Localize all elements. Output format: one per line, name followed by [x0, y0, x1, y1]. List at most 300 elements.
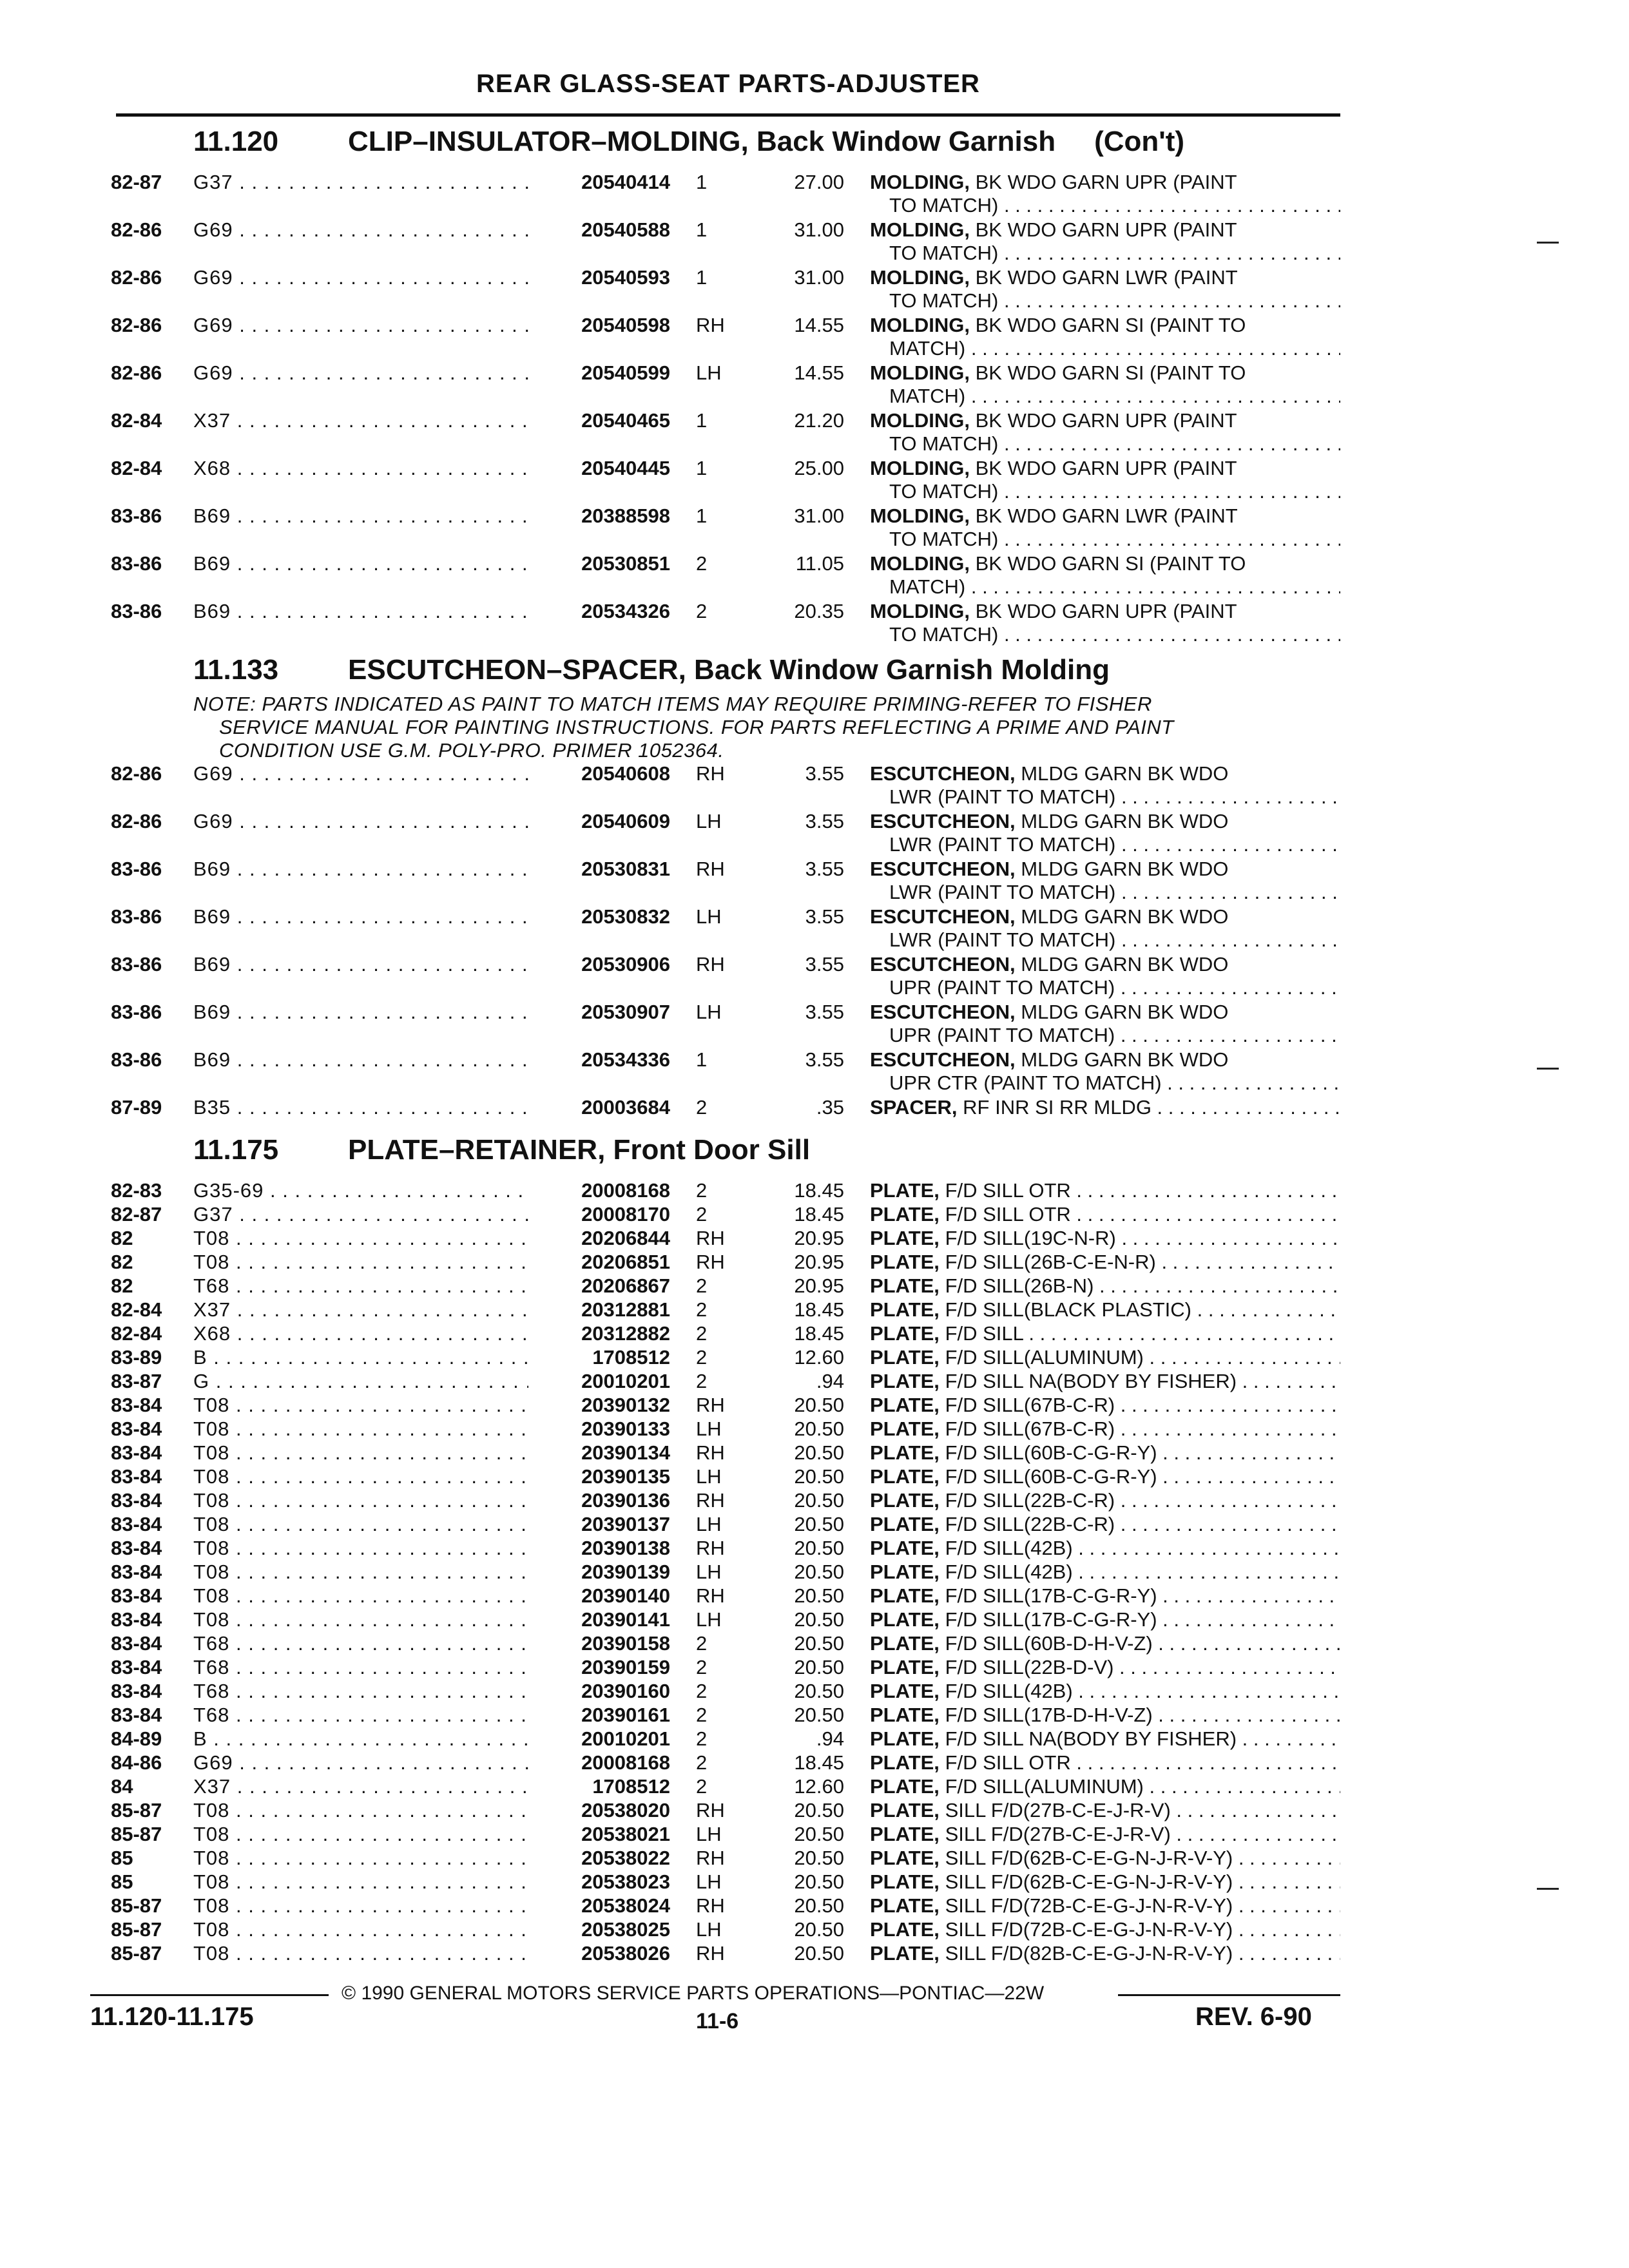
description-text: F/D SILL(42B) [945, 1680, 1073, 1702]
part-number-cell: 20538026 [581, 1942, 670, 1965]
table-row [0, 1394, 1629, 1418]
model-cell: G69 . . . [193, 361, 528, 385]
part-number-cell: 20530851 [581, 552, 670, 575]
price-cell: 20.50 [794, 1918, 844, 1941]
model-cell: X68 . . . [193, 1322, 528, 1345]
price-cell: 20.50 [794, 1537, 844, 1559]
part-number-cell: 20538020 [581, 1799, 670, 1821]
price-cell: 14.55 [794, 314, 844, 336]
description-name: PLATE, [870, 1727, 940, 1750]
description-continuation: LWR (PAINT TO MATCH) . . . [889, 881, 1340, 904]
model-cell: G37 . . . [193, 171, 528, 194]
description-name: PLATE, [870, 1441, 940, 1464]
model-cell: T08 . . . [193, 1441, 528, 1465]
description-text: RF INR SI RR MLDG [963, 1096, 1152, 1119]
description-cell [870, 1704, 1340, 1727]
table-row [0, 171, 1629, 218]
price-cell: 18.45 [794, 1203, 844, 1225]
section-continued-label: (Con't) [1094, 126, 1185, 157]
description-cell [870, 1096, 1340, 1119]
model-cell: T08 . . . [193, 1227, 528, 1250]
description-cell [870, 1608, 1340, 1631]
quantity-cell: LH [696, 905, 722, 928]
model-cell: T08 . . . [193, 1847, 528, 1870]
table-row [0, 1274, 1629, 1298]
description-cell [870, 1561, 1340, 1584]
table-row [0, 600, 1629, 648]
description-cell [870, 266, 1340, 289]
description-cell [870, 1656, 1340, 1679]
description-name: PLATE, [870, 1918, 940, 1941]
model-cell: T08 . . . [193, 1561, 528, 1584]
model-cell: G35-69 . . . [193, 1179, 528, 1202]
description-cell [870, 1513, 1340, 1536]
years-cell: 83-84 [111, 1394, 162, 1416]
years-cell: 82-84 [111, 1298, 162, 1321]
model-cell: G69 . . . [193, 266, 528, 289]
years-cell: 83-84 [111, 1704, 162, 1726]
model-cell: T08 . . . [193, 1870, 528, 1894]
price-cell: 12.60 [794, 1346, 844, 1369]
part-number-cell: 20003684 [581, 1096, 670, 1119]
price-cell: 20.50 [794, 1656, 844, 1678]
description-text: MLDG GARN BK WDO [1021, 810, 1229, 832]
description-cell [870, 552, 1340, 575]
years-cell: 83-84 [111, 1441, 162, 1464]
description-cell [870, 1751, 1340, 1774]
part-number-cell: 20390139 [581, 1561, 670, 1583]
description-name: PLATE, [870, 1680, 940, 1702]
note-line: SERVICE MANUAL FOR PAINTING INSTRUCTIONS. FOR PARTS REFLECTING A PRIME AND PAINT [219, 716, 1174, 738]
quantity-cell: RH [696, 1894, 725, 1917]
table-row [0, 1251, 1629, 1274]
description-cell [870, 1823, 1340, 1846]
description-text: BK WDO GARN UPR (PAINT [975, 457, 1237, 479]
description-name: ESCUTCHEON, [870, 858, 1016, 880]
description-text: SILL F/D(72B-C-E-G-J-N-R-V-Y) [945, 1918, 1233, 1941]
section-title: ESCUTCHEON–SPACER, Back Window Garnish Molding [348, 654, 1110, 686]
table-row [0, 1418, 1629, 1441]
table-row [0, 905, 1629, 953]
description-cell [870, 457, 1340, 480]
years-cell: 83-84 [111, 1418, 162, 1440]
description-name: PLATE, [870, 1251, 940, 1273]
years-cell: 82-87 [111, 171, 162, 193]
description-name: MOLDING, [870, 314, 970, 336]
model-cell: T08 . . . [193, 1894, 528, 1917]
table-row [0, 1584, 1629, 1608]
price-cell: 25.00 [794, 457, 844, 479]
description-cell [870, 505, 1340, 528]
description-cell [870, 1274, 1340, 1298]
description-text: SILL F/D(82B-C-E-G-J-N-R-V-Y) [945, 1942, 1233, 1965]
part-number-cell: 20390138 [581, 1537, 670, 1559]
description-cell [870, 171, 1340, 194]
description-name: PLATE, [870, 1274, 940, 1297]
description-name: PLATE, [870, 1418, 940, 1440]
quantity-cell: 2 [696, 1274, 708, 1297]
years-cell: 83-86 [111, 505, 162, 527]
description-cell [870, 361, 1340, 385]
years-cell: 82-86 [111, 361, 162, 384]
price-cell: 3.55 [805, 762, 844, 785]
price-cell: 20.50 [794, 1394, 844, 1416]
years-cell: 82-86 [111, 314, 162, 336]
price-cell: 3.55 [805, 1001, 844, 1023]
price-cell: 20.50 [794, 1870, 844, 1893]
note-line: NOTE: PARTS INDICATED AS PAINT TO MATCH ITEMS MAY REQUIRE PRIMING-REFER TO FISHER [193, 693, 1152, 715]
part-number-cell: 20538023 [581, 1870, 670, 1893]
part-number-cell: 20390140 [581, 1584, 670, 1607]
description-cell [870, 1680, 1340, 1703]
years-cell: 82-84 [111, 457, 162, 479]
quantity-cell: 1 [696, 266, 708, 289]
part-number-cell: 20390133 [581, 1418, 670, 1440]
quantity-cell: 2 [696, 1751, 708, 1774]
description-cell [870, 1048, 1340, 1072]
price-cell: 18.45 [794, 1179, 844, 1202]
part-number-cell: 1708512 [592, 1346, 670, 1369]
description-text: BK WDO GARN SI (PAINT TO [975, 361, 1246, 384]
quantity-cell: RH [696, 314, 725, 336]
description-text: F/D SILL(17B-C-G-R-Y) [945, 1608, 1157, 1631]
quantity-cell: 1 [696, 171, 708, 193]
model-cell: T68 . . . [193, 1274, 528, 1298]
quantity-cell: 2 [696, 1203, 708, 1225]
description-cell [870, 1322, 1340, 1345]
years-cell: 83-84 [111, 1489, 162, 1512]
description-name: PLATE, [870, 1608, 940, 1631]
description-cell [870, 1727, 1340, 1751]
table-row [0, 1298, 1629, 1322]
years-cell: 82 [111, 1227, 133, 1249]
table-row [0, 1537, 1629, 1561]
years-cell: 85 [111, 1847, 133, 1869]
part-number-cell: 20540445 [581, 457, 670, 479]
quantity-cell: LH [696, 1608, 722, 1631]
years-cell: 83-84 [111, 1608, 162, 1631]
description-name: ESCUTCHEON, [870, 905, 1016, 928]
model-cell: B69 . . . [193, 1001, 528, 1024]
footer-rule [1118, 1994, 1340, 1996]
part-number-cell: 20540609 [581, 810, 670, 832]
table-row [0, 1847, 1629, 1870]
price-cell: .94 [816, 1727, 844, 1750]
years-cell: 85-87 [111, 1894, 162, 1917]
quantity-cell: 2 [696, 1680, 708, 1702]
years-cell: 83-86 [111, 600, 162, 622]
table-row [0, 1656, 1629, 1680]
years-cell: 82-84 [111, 1322, 162, 1345]
description-cell [870, 218, 1340, 242]
table-row [0, 552, 1629, 600]
quantity-cell: 2 [696, 552, 708, 575]
footer-page-number: 11-6 [696, 2009, 739, 2033]
description-text: MLDG GARN BK WDO [1021, 1048, 1229, 1071]
table-row [0, 1870, 1629, 1894]
part-number-cell: 20390161 [581, 1704, 670, 1726]
description-text: SILL F/D(27B-C-E-J-R-V) [945, 1799, 1171, 1821]
part-number-cell: 1708512 [592, 1775, 670, 1798]
description-cell [870, 1298, 1340, 1321]
quantity-cell: 2 [696, 1656, 708, 1678]
model-cell: X37 . . . [193, 1298, 528, 1321]
quantity-cell: 1 [696, 218, 708, 241]
description-text: F/D SILL(22B-C-R) [945, 1489, 1115, 1512]
model-cell: T08 . . . [193, 1918, 528, 1941]
model-cell: T08 . . . [193, 1418, 528, 1441]
quantity-cell: LH [696, 1465, 722, 1488]
description-continuation: MATCH) . . . [889, 575, 1340, 599]
description-name: MOLDING, [870, 600, 970, 622]
years-cell: 85 [111, 1870, 133, 1893]
table-row [0, 1489, 1629, 1513]
model-cell: B69 . . . [193, 905, 528, 928]
description-name: PLATE, [870, 1346, 940, 1369]
description-continuation: LWR (PAINT TO MATCH) . . . [889, 928, 1340, 952]
price-cell: 18.45 [794, 1751, 844, 1774]
model-cell: T08 . . . [193, 1823, 528, 1846]
model-cell: T08 . . . [193, 1799, 528, 1822]
price-cell: 20.50 [794, 1847, 844, 1869]
description-cell [870, 1537, 1340, 1560]
description-cell [870, 600, 1340, 623]
table-row [0, 1799, 1629, 1823]
part-number-cell: 20206844 [581, 1227, 670, 1249]
quantity-cell: 1 [696, 409, 708, 432]
description-name: MOLDING, [870, 218, 970, 241]
description-text: F/D SILL(26B-C-E-N-R) [945, 1251, 1156, 1273]
price-cell: 20.95 [794, 1227, 844, 1249]
description-cell [870, 1227, 1340, 1250]
years-cell: 83-86 [111, 905, 162, 928]
description-name: MOLDING, [870, 505, 970, 527]
footer-revision: REV. 6-90 [1195, 2003, 1312, 2031]
years-cell: 87-89 [111, 1096, 162, 1119]
price-cell: 3.55 [805, 810, 844, 832]
model-cell: X37 . . . [193, 1775, 528, 1798]
table-row [0, 1942, 1629, 1966]
part-number-cell: 20530832 [581, 905, 670, 928]
price-cell: 20.50 [794, 1561, 844, 1583]
part-number-cell: 20540593 [581, 266, 670, 289]
quantity-cell: 1 [696, 457, 708, 479]
quantity-cell: 2 [696, 1704, 708, 1726]
price-cell: 20.50 [794, 1513, 844, 1535]
quantity-cell: RH [696, 1251, 725, 1273]
years-cell: 82-86 [111, 810, 162, 832]
note-line: CONDITION USE G.M. POLY-PRO. PRIMER 1052364. [219, 739, 724, 762]
part-number-cell: 20390159 [581, 1656, 670, 1678]
years-cell: 83-87 [111, 1370, 162, 1392]
description-text: F/D SILL(BLACK PLASTIC) [945, 1298, 1192, 1321]
part-number-cell: 20390135 [581, 1465, 670, 1488]
quantity-cell: LH [696, 361, 722, 384]
part-number-cell: 20312882 [581, 1322, 670, 1345]
description-text: F/D SILL(60B-C-G-R-Y) [945, 1441, 1157, 1464]
description-text: SILL F/D(62B-C-E-G-N-J-R-V-Y) [945, 1870, 1233, 1893]
price-cell: 20.50 [794, 1465, 844, 1488]
price-cell: 20.50 [794, 1418, 844, 1440]
years-cell: 85-87 [111, 1918, 162, 1941]
quantity-cell: RH [696, 1441, 725, 1464]
years-cell: 84 [111, 1775, 133, 1798]
table-row [0, 314, 1629, 361]
price-cell: 3.55 [805, 1048, 844, 1071]
price-cell: 20.50 [794, 1704, 844, 1726]
model-cell: G69 . . . [193, 314, 528, 337]
table-row [0, 1370, 1629, 1394]
model-cell: T08 . . . [193, 1513, 528, 1536]
quantity-cell: 2 [696, 1096, 708, 1119]
model-cell: T08 . . . [193, 1465, 528, 1488]
quantity-cell: LH [696, 1918, 722, 1941]
description-text: MLDG GARN BK WDO [1021, 953, 1229, 975]
description-continuation: TO MATCH) . . . [889, 242, 1340, 265]
table-row [0, 1203, 1629, 1227]
description-name: MOLDING, [870, 266, 970, 289]
years-cell: 85-87 [111, 1823, 162, 1845]
quantity-cell: RH [696, 858, 725, 880]
quantity-cell: RH [696, 1847, 725, 1869]
description-text: MLDG GARN BK WDO [1021, 1001, 1229, 1023]
description-text: F/D SILL [945, 1322, 1023, 1345]
footer-copyright: © 1990 GENERAL MOTORS SERVICE PARTS OPERATIONS—PONTIAC—22W [342, 1983, 1045, 2004]
model-cell: T68 . . . [193, 1656, 528, 1679]
description-text: BK WDO GARN SI (PAINT TO [975, 314, 1246, 336]
model-cell: G69 . . . [193, 762, 528, 785]
part-number-cell: 20534336 [581, 1048, 670, 1071]
description-continuation: TO MATCH) . . . [889, 432, 1340, 456]
footer-rule [90, 1994, 329, 1996]
part-number-cell: 20530831 [581, 858, 670, 880]
description-cell [870, 1870, 1340, 1894]
description-continuation: TO MATCH) . . . [889, 623, 1340, 646]
quantity-cell: 2 [696, 1370, 708, 1392]
price-cell: 20.50 [794, 1680, 844, 1702]
quantity-cell: RH [696, 953, 725, 975]
table-row [0, 218, 1629, 266]
model-cell: T08 . . . [193, 1394, 528, 1417]
description-text: MLDG GARN BK WDO [1021, 905, 1229, 928]
model-cell: B69 . . . [193, 552, 528, 575]
page-header [116, 64, 1340, 117]
years-cell: 82-87 [111, 1203, 162, 1225]
part-number-cell: 20390132 [581, 1394, 670, 1416]
part-number-cell: 20010201 [581, 1727, 670, 1750]
description-name: PLATE, [870, 1775, 940, 1798]
description-name: PLATE, [870, 1870, 940, 1893]
table-row [0, 505, 1629, 552]
description-name: ESCUTCHEON, [870, 810, 1016, 832]
years-cell: 82-86 [111, 218, 162, 241]
description-text: F/D SILL(26B-N) [945, 1274, 1094, 1297]
quantity-cell: 2 [696, 1727, 708, 1750]
quantity-cell: 1 [696, 505, 708, 527]
model-cell: G37 . . . [193, 1203, 528, 1226]
quantity-cell: RH [696, 762, 725, 785]
price-cell: 20.95 [794, 1274, 844, 1297]
price-cell: 31.00 [794, 505, 844, 527]
model-cell: T08 . . . [193, 1584, 528, 1608]
model-cell: B69 . . . [193, 1048, 528, 1072]
description-cell [870, 1584, 1340, 1608]
description-text: BK WDO GARN LWR (PAINT [975, 505, 1238, 527]
section-number: 11.175 [193, 1134, 279, 1166]
description-text: F/D SILL(ALUMINUM) [945, 1775, 1144, 1798]
part-number-cell: 20390134 [581, 1441, 670, 1464]
quantity-cell: LH [696, 1001, 722, 1023]
model-cell: T08 . . . [193, 1489, 528, 1512]
years-cell: 84-89 [111, 1727, 162, 1750]
part-number-cell: 20538024 [581, 1894, 670, 1917]
years-cell: 82-84 [111, 409, 162, 432]
price-cell: .94 [816, 1370, 844, 1392]
description-cell [870, 1394, 1340, 1417]
quantity-cell: RH [696, 1537, 725, 1559]
price-cell: 14.55 [794, 361, 844, 384]
table-row [0, 361, 1629, 409]
description-name: PLATE, [870, 1203, 940, 1225]
description-name: ESCUTCHEON, [870, 762, 1016, 785]
description-text: BK WDO GARN UPR (PAINT [975, 171, 1237, 193]
description-name: PLATE, [870, 1298, 940, 1321]
model-cell: T08 . . . [193, 1942, 528, 1965]
description-text: BK WDO GARN UPR (PAINT [975, 218, 1237, 241]
description-name: PLATE, [870, 1179, 940, 1202]
table-row [0, 1441, 1629, 1465]
page-title: REAR GLASS-SEAT PARTS-ADJUSTER [476, 70, 980, 98]
description-text: BK WDO GARN SI (PAINT TO [975, 552, 1246, 575]
table-row [0, 409, 1629, 457]
description-continuation: MATCH) . . . [889, 385, 1340, 408]
years-cell: 83-84 [111, 1680, 162, 1702]
description-name: PLATE, [870, 1513, 940, 1535]
price-cell: 20.50 [794, 1632, 844, 1655]
table-row [0, 1227, 1629, 1251]
section-heading [193, 654, 1110, 686]
table-row [0, 1179, 1629, 1203]
description-name: PLATE, [870, 1799, 940, 1821]
price-cell: 20.50 [794, 1894, 844, 1917]
years-cell: 83-84 [111, 1513, 162, 1535]
section-number: 11.120 [193, 126, 279, 157]
table-row [0, 1001, 1629, 1048]
part-number-cell: 20538022 [581, 1847, 670, 1869]
description-text: F/D SILL(22B-C-R) [945, 1513, 1115, 1535]
description-name: PLATE, [870, 1322, 940, 1345]
model-cell: T08 . . . [193, 1608, 528, 1631]
part-number-cell: 20540608 [581, 762, 670, 785]
part-number-cell: 20008170 [581, 1203, 670, 1225]
part-number-cell: 20540588 [581, 218, 670, 241]
model-cell: G69 . . . [193, 1751, 528, 1774]
years-cell: 82-86 [111, 762, 162, 785]
description-text: F/D SILL(17B-D-H-V-Z) [945, 1704, 1153, 1726]
description-cell [870, 1632, 1340, 1655]
quantity-cell: 2 [696, 1346, 708, 1369]
description-name: PLATE, [870, 1942, 940, 1965]
description-text: F/D SILL OTR [945, 1179, 1071, 1202]
table-row [0, 1680, 1629, 1704]
price-cell: 20.35 [794, 600, 844, 622]
description-name: MOLDING, [870, 361, 970, 384]
description-text: F/D SILL(42B) [945, 1537, 1073, 1559]
description-text: F/D SILL(19C-N-R) [945, 1227, 1116, 1249]
model-cell: B69 . . . [193, 505, 528, 528]
description-continuation: TO MATCH) . . . [889, 194, 1340, 217]
model-cell: T68 . . . [193, 1632, 528, 1655]
